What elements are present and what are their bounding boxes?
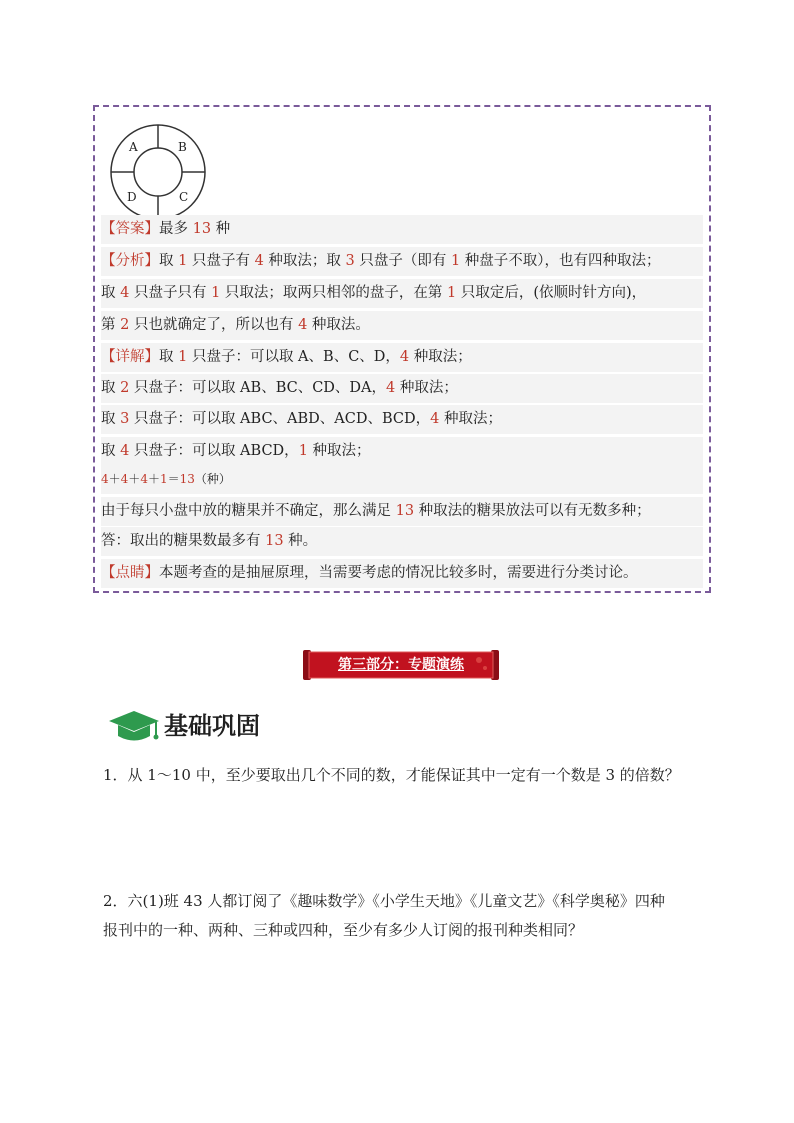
analysis-tag: 【分析】 xyxy=(101,253,159,269)
answer-line xyxy=(101,215,703,244)
comment-tag: 【点睛】 xyxy=(101,565,159,581)
plate-label-c: C xyxy=(179,190,189,204)
detail-line-7: 答：取出的糖果数最多有 13 种。 xyxy=(101,527,703,556)
detail-line-5: 4＋4＋4＋1＝13（种） xyxy=(101,465,703,494)
detail-line-1 xyxy=(101,343,703,372)
question-2-line-1: 2．六(1)班 43 人都订阅了《趣味数学》《小学生天地》《儿童文艺》《科学奥秘》四种 xyxy=(103,892,665,910)
section-title: 基础巩固 xyxy=(164,712,260,740)
graduation-cap-icon xyxy=(108,708,160,746)
banner-title: 第三部分：专题演练 xyxy=(338,657,464,673)
analysis-line-1 xyxy=(101,247,703,276)
detail-line-6: 由于每只小盘中放的糖果并不确定，那么满足 13 种取法的糖果放法可以有无数多种； xyxy=(101,497,703,526)
part-banner xyxy=(303,648,499,682)
question-2-line-2: 报刊中的一种、两种、三种或四种，至少有多少人订阅的报刊种类相同？ xyxy=(103,921,584,939)
comment-text: 本题考查的是抽屉原理，当需要考虑的情况比较多时，需要进行分类讨论。 xyxy=(159,565,638,581)
inner-ring xyxy=(134,148,182,196)
plate-label-b: B xyxy=(178,140,187,154)
comment-line xyxy=(101,559,703,588)
detail-line-3: 取 3 只盘子：可以取 ABC、ABD、ACD、BCD，4 种取法； xyxy=(101,405,703,434)
plate-diagram xyxy=(107,121,209,223)
detail-line-4: 取 4 只盘子：可以取 ABCD，1 种取法； xyxy=(101,437,703,466)
answer-text: 最多 13 种 xyxy=(159,221,231,237)
answer-tag: 【答案】 xyxy=(101,221,159,237)
explanation-box xyxy=(93,105,711,593)
detail-text-1: 取 1 只盘子：可以取 A、B、C、D，4 种取法； xyxy=(159,349,472,365)
analysis-line-3: 第 2 只也就确定了，所以也有 4 种取法。 xyxy=(101,311,703,340)
plate-label-a: A xyxy=(129,140,138,154)
analysis-text-1: 取 1 只盘子有 4 种取法；取 3 只盘子（即有 1 种盘子不取），也有四种取法； xyxy=(159,253,661,269)
detail-tag: 【详解】 xyxy=(101,349,159,365)
question-1: 1．从 1～10 中，至少要取出几个不同的数，才能保证其中一定有一个数是 3 的倍数？ xyxy=(103,766,680,784)
plate-label-d: D xyxy=(127,190,137,204)
detail-line-2: 取 2 只盘子：可以取 AB、BC、CD、DA，4 种取法； xyxy=(101,374,703,403)
analysis-line-2: 取 4 只盘子只有 1 只取法；取两只相邻的盘子，在第 1 只取定后，(依顺时针方向)， xyxy=(101,279,703,308)
